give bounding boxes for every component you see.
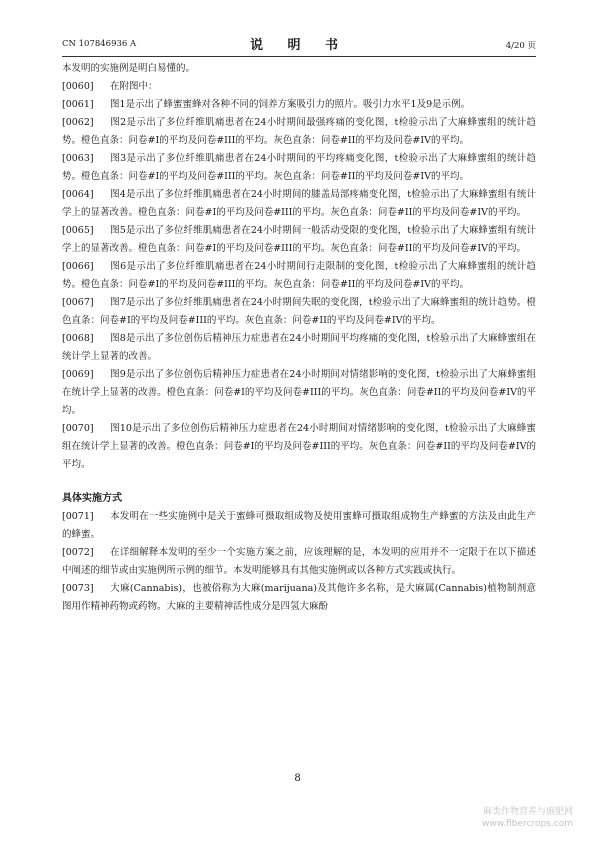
paragraph-0070 [62,420,536,474]
paragraph-number: [0067] [62,297,94,308]
paragraph-text: 图6是示出了多位纤维肌痛患者在24小时期间行走限制的变化图，t检验示出了大麻蜂蜜组的统计趋势。橙色直条：问卷#I的平均及问卷#III的平均。灰色直条：问卷#II的平均及问卷#IV的平均。 [62,261,536,290]
paragraph-0072 [62,544,536,580]
paragraph-number: [0071] [62,511,94,522]
paragraph-number: [0063] [62,153,94,164]
paragraph-0063 [62,150,536,186]
paragraph-0064 [62,186,536,222]
paragraph-number: [0070] [62,423,94,434]
paragraph-number: [0069] [62,369,94,380]
paragraph-number: [0073] [62,583,94,594]
paragraph-0071 [62,508,536,544]
paragraph-0060 [62,78,536,96]
paragraph-text: 图7是示出了多位纤维肌痛患者在24小时期间失眠的变化图，t检验示出了大麻蜂蜜组的统计趋势。橙色直条：问卷#I的平均及问卷#III的平均。灰色直条：问卷#II的平均及问卷#IV的平均。 [62,297,536,326]
paragraph-0062 [62,114,536,150]
paragraph-number: [0066] [62,261,94,272]
page-number: 8 [294,773,301,784]
watermark-line-2: www.fibercrops.com [482,819,573,829]
paragraph-0065 [62,222,536,258]
paragraph-intro [62,60,536,78]
paragraph-text: 本发明在一些实施例中是关于蜜蜂可摄取组成物及使用蜜蜂可摄取组成物生产蜂蜜的方法及由此生产的蜂蜜。 [62,511,536,540]
document-body [62,60,536,616]
section-heading: 具体实施方式 [62,493,122,504]
document-header [62,34,536,57]
watermark [482,806,573,830]
paragraph-0061 [62,96,536,114]
paragraph-text: 图2是示出了多位纤维肌痛患者在24小时期间最强疼痛的变化图，t检验示出了大麻蜂蜜组的统计趋势。橙色直条：问卷#I的平均及问卷#III的平均。灰色直条：问卷#II的平均及问卷#IV的平均。 [62,117,536,146]
paragraph-text: 在详细解释本发明的至少一个实施方案之前，应该理解的是，本发明的应用并不一定限于在以下描述中阐述的细节或由实施例所示例的细节。本发明能够具有其他实施例或以各种方式实践或执行。 [62,547,536,576]
paragraph-number: [0064] [62,189,94,200]
paragraph-number: [0065] [62,225,94,236]
paragraph-0067 [62,294,536,330]
page-indicator: 4/20 页 [505,41,536,51]
paragraph-text: 图5是示出了多位纤维肌痛患者在24小时期间一般活动受限的变化图，t检验示出了大麻蜂蜜组有统计学上的显著改善。橙色直条：问卷#I的平均及问卷#III的平均。灰色直条：问卷#II的平均及问卷#IV的平均。 [62,225,536,254]
paragraph-text: 图4是示出了多位纤维肌痛患者在24小时期间的膝盖局部疼痛变化图，t检验示出了大麻蜂蜜组有统计学上的显著改善。橙色直条：问卷#I的平均及问卷#III的平均。灰色直条：问卷#II的平均及问卷#IV的平均。 [62,189,536,218]
paragraph-number: [0072] [62,547,94,558]
paragraph-number: [0068] [62,333,94,344]
paragraph-number: [0060] [62,81,94,92]
paragraph-0068 [62,330,536,366]
paragraph-text: 大麻(Cannabis)，也被俗称为大麻(marijuana)及其他许多名称，是大麻属(Cannabis)植物制剂意图用作精神药物或药物。大麻的主要精神活性成分是四氢大麻酚 [62,583,536,612]
paragraph-number: [0062] [62,117,94,128]
paragraph-text: 图1是示出了蜂蜜蜜蜂对各种不同的饲养方案吸引力的照片。吸引力水平1及9是示例。 [110,99,471,110]
paragraph-number: [0061] [62,99,94,110]
paragraph-text: 本发明的实施例是明白易懂的。 [62,63,196,74]
watermark-line-1: 麻类作物营养与施肥网 [482,807,573,817]
paragraph-text: 图8是示出了多位创伤后精神压力症患者在24小时期间平均疼痛的变化图，t检验示出了大麻蜂蜜组在统计学上显著的改善。 [62,333,536,362]
paragraph-0069 [62,366,536,420]
paragraph-text: 图3是示出了多位纤维肌痛患者在24小时期间的平均疼痛变化图，t检验示出了大麻蜂蜜组的统计趋势。橙色直条：问卷#I的平均及问卷#III的平均。灰色直条：问卷#II的平均及问卷#IV的平均。 [62,153,536,182]
paragraph-text: 图10是示出了多位创伤后精神压力症患者在24小时期间对情绪影响的变化图，t检验示出了大麻蜂蜜组在统计学上显著的改善。橙色直条：问卷#I的平均及问卷#III的平均。灰色直条：问卷#II的平均及问卷#IV的平均。 [62,423,536,470]
paragraph-0066 [62,258,536,294]
paragraph-text: 在附图中： [110,81,158,92]
document-title: 说 明 书 [249,38,349,53]
paragraph-text: 图9是示出了多位创伤后精神压力症患者在24小时期间对情绪影响的变化图，t检验示出了大麻蜂蜜组在统计学上显著的改善。橙色直条：问卷#I的平均及问卷#III的平均。灰色直条：问卷#II的平均及问卷#IV的平均。 [62,369,536,416]
paragraph-0073 [62,580,536,616]
patent-number: CN 107846936 A [62,39,137,49]
